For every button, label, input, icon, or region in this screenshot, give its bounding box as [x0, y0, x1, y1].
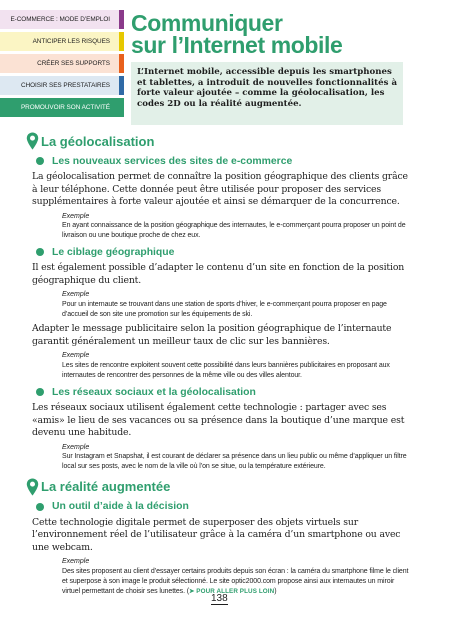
- tab-color-bar: [119, 32, 124, 51]
- subsection-heading-text: Les nouveaux services des sites de e-commerce: [52, 155, 293, 167]
- subsection-heading: [36, 500, 410, 514]
- example-block: [62, 212, 410, 242]
- tab-label: E-COMMERCE : MODE D’EMPLOI: [10, 16, 110, 23]
- example-block: [62, 290, 410, 320]
- tab-choisir-prestataires[interactable]: [0, 76, 124, 95]
- example-block: [62, 351, 410, 381]
- section-heading-realite-augmentee: [26, 478, 410, 496]
- tab-label: PROMOUVOIR SON ACTIVITÉ: [20, 104, 110, 111]
- further-reading-link[interactable]: POUR ALLER PLUS LOIN: [196, 588, 275, 596]
- intro-box: L’Internet mobile, accessible depuis les smartphones et tablettes, a introduit de nouvelles fonctionnalités à forte valeur ajoutée – comme la géolocalisation, les codes 2D ou la réalité augmentée.: [131, 62, 403, 125]
- paragraph: Cette technologie digitale permet de superposer des objets virtuels sur l’environnement réel de l’utilisateur grâce à la caméra d’un smartphone ou avec une webcam.: [32, 516, 401, 553]
- example-text-end: ): [274, 588, 277, 596]
- bullet-dot-icon: [36, 248, 44, 256]
- tab-ecommerce-mode-emploi[interactable]: [0, 10, 124, 29]
- page-title-line2: sur l’Internet mobile: [131, 32, 343, 58]
- tab-label: CRÉER SES SUPPORTS: [37, 60, 110, 67]
- subsection-heading: [36, 385, 410, 399]
- subsection-heading-text: Un outil d’aide à la décision: [52, 501, 189, 513]
- paragraph: Il est également possible d’adapter le contenu d’un site en fonction de la position géographique du client.: [32, 262, 405, 286]
- tab-label: ANTICIPER LES RISQUES: [32, 38, 110, 45]
- example-label: Exemple: [62, 558, 90, 566]
- example-text: Pour un internaute se trouvant dans une station de sports d’hiver, le e-commerçant pourra proposer en page d’accueil de son site une promotion sur les équipements de ski.: [62, 300, 387, 319]
- section-heading-text: La géolocalisation: [41, 133, 155, 149]
- example-label: Exemple: [62, 352, 90, 360]
- arrow-right-icon: ➤: [189, 588, 195, 596]
- example-text: Sur Instagram et Snapshat, il est courant de déclarer sa présence dans un lieu public ou même d’appliquer un filtre local sur ses posts, avec le nom de la ville où l’on se situe, ou la température extérieure.: [62, 453, 407, 471]
- example-text-body: Des sites proposent au client d’essayer certains produits depuis son écran : la caméra du smartphone filme le client et superpose à son image le produit sélectionné. Le site optic2000.com propose ainsi aux internautes un miroir virtuel permettant de choisir ses lunettes. (: [62, 567, 409, 596]
- tab-label: CHOISIR SES PRESTATAIRES: [21, 82, 110, 89]
- page-title-line1: Communiquer: [131, 10, 283, 36]
- example-block: [62, 443, 410, 473]
- bullet-dot-icon: [36, 503, 44, 511]
- tab-color-bar: [119, 10, 124, 29]
- location-pin-icon: [26, 132, 39, 150]
- section-heading-text: La réalité augmentée: [41, 479, 171, 495]
- subsection-heading-text: Le ciblage géographique: [52, 246, 175, 258]
- tab-anticiper-risques[interactable]: [0, 32, 124, 51]
- tab-creer-supports[interactable]: [0, 54, 124, 73]
- example-text: [62, 567, 410, 598]
- example-label: Exemple: [62, 291, 90, 299]
- example-block: [62, 557, 410, 597]
- example-text: Les sites de rencontre exploitent souvent cette possibilité dans leurs bannières publicitaires en proposant aux internautes de rencontrer des personnes de la même ville ou des villes alentour.: [62, 361, 390, 380]
- section-heading-geolocalisation: [26, 132, 410, 150]
- subsection-heading: [36, 245, 410, 259]
- bullet-dot-icon: [36, 388, 44, 396]
- example-label: Exemple: [62, 443, 90, 451]
- main-content: [32, 132, 410, 597]
- paragraph: La géolocalisation permet de connaître la position géographique des clients grâce à leur téléphone. Cette donnée peut être utilisée pour proposer des services supplémentaires à forte valeur ajoutée et ainsi se démarquer de la concurrence.: [32, 171, 408, 207]
- tab-color-bar: [119, 98, 124, 117]
- location-pin-icon: [26, 478, 39, 496]
- tab-color-bar: [119, 76, 124, 95]
- bullet-dot-icon: [36, 157, 44, 165]
- section-nav: [0, 10, 124, 120]
- page-title: [131, 12, 342, 56]
- example-label: Exemple: [62, 212, 90, 220]
- tab-promouvoir-activite[interactable]: [0, 98, 124, 117]
- example-text: En ayant connaissance de la position géographique des internautes, le e-commerçant pourra proposer un point de livraison ou une boutique proche de chez eux.: [62, 222, 406, 240]
- paragraph: Adapter le message publicitaire selon la position géographique de l’internaute garantit généralement un meilleur taux de clic sur les bannières.: [32, 323, 392, 347]
- paragraph: Les réseaux sociaux utilisent également cette technologie : partager avec ses «amis» le lieu de ses vacances ou sa présence dans la boutique d’une marque est devenu une habitude.: [32, 402, 405, 439]
- subsection-heading: [36, 154, 410, 168]
- subsection-heading-text: Les réseaux sociaux et la géolocalisation: [52, 386, 256, 398]
- tab-color-bar: [119, 54, 124, 73]
- page-number: 138: [211, 593, 228, 604]
